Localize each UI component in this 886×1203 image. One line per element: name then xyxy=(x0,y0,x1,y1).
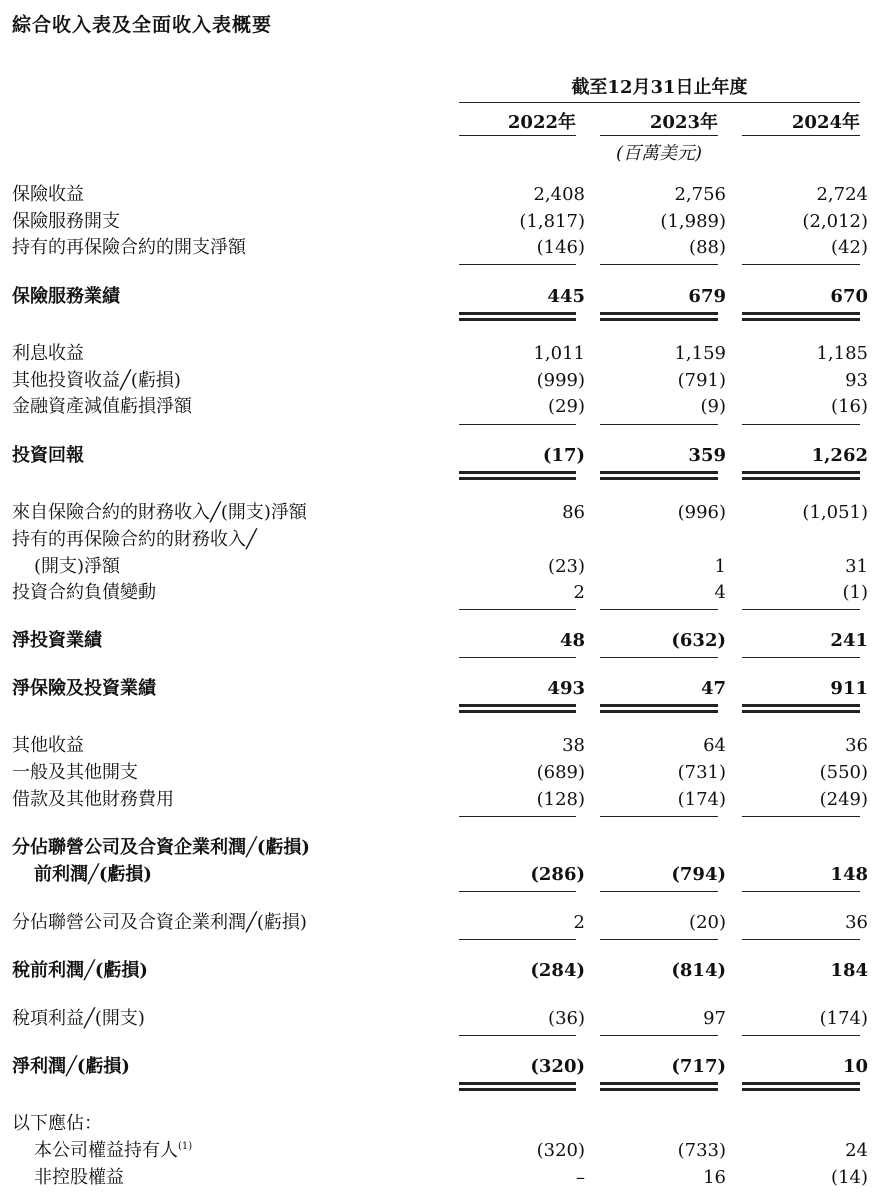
value-2024: 31 xyxy=(845,556,868,577)
value-2023: (1,989) xyxy=(660,211,726,232)
row-label: 借款及其他財務費用 xyxy=(12,789,174,810)
row-label: 稅項利益╱(開支) xyxy=(12,1008,145,1029)
subtotal-rule xyxy=(459,816,576,817)
table-row-total xyxy=(0,1054,886,1080)
total-double-rule xyxy=(742,471,860,480)
total-double-rule xyxy=(600,704,718,713)
value-2023: (20) xyxy=(689,912,726,933)
value-2022: (29) xyxy=(548,396,585,417)
table-row xyxy=(0,760,886,786)
value-2022: (320) xyxy=(530,1056,585,1077)
table-row xyxy=(0,580,886,606)
total-double-rule xyxy=(459,471,576,480)
row-label: 投資回報 xyxy=(12,445,84,466)
table-row-total xyxy=(0,862,886,888)
value-2024: (16) xyxy=(831,396,868,417)
row-label: 以下應佔： xyxy=(12,1113,102,1134)
value-2022: (146) xyxy=(536,237,585,258)
year-rule-2022 xyxy=(459,135,576,136)
value-2024: 1,185 xyxy=(816,343,868,364)
value-2022: (1,817) xyxy=(519,211,585,232)
subtotal-rule xyxy=(459,264,576,265)
table-row xyxy=(0,527,886,553)
subtotal-rule xyxy=(600,816,718,817)
value-2023: 359 xyxy=(688,445,726,466)
value-2024: (1,051) xyxy=(802,502,868,523)
row-label: 保險收益 xyxy=(12,184,84,205)
value-2023: (731) xyxy=(677,762,726,783)
subtotal-rule xyxy=(742,1035,860,1036)
subtotal-rule xyxy=(459,609,576,610)
row-label: 其他收益 xyxy=(12,735,84,756)
total-double-rule xyxy=(459,312,576,321)
value-2023: (733) xyxy=(677,1140,726,1161)
value-2024: (249) xyxy=(819,789,868,810)
row-label: 持有的再保險合約的財務收入╱ xyxy=(12,529,257,550)
table-row-total xyxy=(0,443,886,469)
value-2024: (14) xyxy=(831,1167,868,1188)
value-2022: 38 xyxy=(562,735,585,756)
value-2022: (17) xyxy=(542,445,585,466)
value-2022: 493 xyxy=(547,678,585,699)
subtotal-rule xyxy=(600,264,718,265)
subtotal-rule xyxy=(742,891,860,892)
total-double-rule xyxy=(742,1082,860,1091)
value-2022: 86 xyxy=(562,502,585,523)
table-row xyxy=(0,235,886,261)
year-header-2023: 2023年 xyxy=(649,112,718,133)
value-2022: (36) xyxy=(548,1008,585,1029)
year-header-2024: 2024年 xyxy=(791,112,860,133)
value-2023: 97 xyxy=(703,1008,726,1029)
value-2024: 911 xyxy=(830,678,868,699)
value-2023: (88) xyxy=(689,237,726,258)
subtotal-rule xyxy=(600,657,718,658)
table-row xyxy=(0,1006,886,1032)
table-row xyxy=(0,835,886,861)
row-label: 保險服務業績 xyxy=(12,286,120,307)
table-row xyxy=(0,368,886,394)
value-2022: 445 xyxy=(547,286,585,307)
table-row xyxy=(0,209,886,235)
value-2023: (9) xyxy=(700,396,726,417)
subtotal-rule xyxy=(600,939,718,940)
total-double-rule xyxy=(600,312,718,321)
table-row xyxy=(0,500,886,526)
value-2024: 148 xyxy=(830,864,868,885)
value-2024: 36 xyxy=(845,912,868,933)
table-row-total xyxy=(0,676,886,702)
subtotal-rule xyxy=(459,1035,576,1036)
table-row-total xyxy=(0,628,886,654)
value-2022: 2 xyxy=(573,912,585,933)
value-2023: (814) xyxy=(671,960,726,981)
total-double-rule xyxy=(459,1082,576,1091)
value-2024: 184 xyxy=(830,960,868,981)
value-2023: 16 xyxy=(703,1167,726,1188)
period-rule xyxy=(459,102,860,103)
unit-label: (百萬美元) xyxy=(615,143,703,164)
table-row xyxy=(0,910,886,936)
row-label: 來自保險合約的財務收入╱(開支)淨額 xyxy=(12,502,307,523)
table-row-total xyxy=(0,958,886,984)
subtotal-rule xyxy=(600,891,718,892)
value-2022: (284) xyxy=(530,960,585,981)
value-2024: 36 xyxy=(845,735,868,756)
row-label: 非控股權益 xyxy=(34,1167,124,1188)
total-double-rule xyxy=(742,704,860,713)
value-2024: (1) xyxy=(842,582,868,603)
table-row xyxy=(0,182,886,208)
value-2022: (128) xyxy=(536,789,585,810)
table-row-total xyxy=(0,284,886,310)
row-label: 前利潤╱(虧損) xyxy=(34,864,152,885)
subtotal-rule xyxy=(742,939,860,940)
subtotal-rule xyxy=(600,1035,718,1036)
value-2022: – xyxy=(576,1167,585,1188)
year-header-2022: 2022年 xyxy=(507,112,576,133)
value-2024: 10 xyxy=(842,1056,868,1077)
subtotal-rule xyxy=(459,939,576,940)
value-2024: (2,012) xyxy=(802,211,868,232)
row-label: 保險服務開支 xyxy=(12,211,120,232)
table-row xyxy=(0,1138,886,1164)
value-2024: 93 xyxy=(845,370,868,391)
value-2024: 670 xyxy=(830,286,868,307)
value-2024: (42) xyxy=(831,237,868,258)
table-row xyxy=(0,1111,886,1137)
row-label: 分佔聯營公司及合資企業利潤╱(虧損) xyxy=(12,837,310,858)
row-label: 淨投資業績 xyxy=(12,630,102,651)
value-2023: 4 xyxy=(714,582,726,603)
table-row xyxy=(0,1165,886,1191)
value-2022: (689) xyxy=(536,762,585,783)
subtotal-rule xyxy=(742,657,860,658)
value-2024: 24 xyxy=(845,1140,868,1161)
subtotal-rule xyxy=(742,609,860,610)
subtotal-rule xyxy=(742,424,860,425)
value-2022: 2 xyxy=(573,582,585,603)
table-row xyxy=(0,554,886,580)
row-label: 分佔聯營公司及合資企業利潤╱(虧損) xyxy=(12,912,307,933)
total-double-rule xyxy=(742,312,860,321)
row-label: 淨利潤╱(虧損) xyxy=(12,1056,130,1077)
value-2023: 1 xyxy=(714,556,726,577)
row-label: (開支)淨額 xyxy=(34,556,121,577)
value-2023: (791) xyxy=(677,370,726,391)
value-2022: 48 xyxy=(559,630,585,651)
subtotal-rule xyxy=(600,609,718,610)
table-row xyxy=(0,733,886,759)
subtotal-rule xyxy=(742,264,860,265)
value-2023: 1,159 xyxy=(674,343,726,364)
value-2023: (174) xyxy=(677,789,726,810)
row-label: 投資合約負債變動 xyxy=(12,582,156,603)
value-2023: (794) xyxy=(671,864,726,885)
row-label: 本公司權益持有人 xyxy=(34,1140,178,1161)
value-2023: 2,756 xyxy=(674,184,726,205)
subtotal-rule xyxy=(600,424,718,425)
value-2024: 2,724 xyxy=(816,184,868,205)
total-double-rule xyxy=(459,704,576,713)
subtotal-rule xyxy=(742,816,860,817)
value-2022: 1,011 xyxy=(533,343,585,364)
table-row xyxy=(0,787,886,813)
year-rule-2024 xyxy=(742,135,860,136)
footnote-marker: (1) xyxy=(178,1141,193,1152)
subtotal-rule xyxy=(459,657,576,658)
value-2024: (550) xyxy=(819,762,868,783)
subtotal-rule xyxy=(459,424,576,425)
table-title: 綜合收入表及全面收入表概要 xyxy=(12,14,273,36)
total-double-rule xyxy=(600,1082,718,1091)
value-2023: 47 xyxy=(700,678,726,699)
row-label: 稅前利潤╱(虧損) xyxy=(12,960,148,981)
value-2022: (320) xyxy=(536,1140,585,1161)
value-2022: 2,408 xyxy=(533,184,585,205)
year-rule-2023 xyxy=(600,135,718,136)
value-2024: 241 xyxy=(830,630,868,651)
table-row xyxy=(0,341,886,367)
row-label: 淨保險及投資業績 xyxy=(12,678,156,699)
row-label: 一般及其他開支 xyxy=(12,762,138,783)
value-2024: (174) xyxy=(819,1008,868,1029)
value-2022: (23) xyxy=(548,556,585,577)
value-2023: 679 xyxy=(688,286,726,307)
value-2023: (717) xyxy=(671,1056,726,1077)
row-label: 金融資產減值虧損淨額 xyxy=(12,396,192,417)
value-2023: 64 xyxy=(703,735,726,756)
value-2024: 1,262 xyxy=(811,445,868,466)
table-row xyxy=(0,394,886,420)
value-2022: (999) xyxy=(536,370,585,391)
row-label: 持有的再保險合約的開支淨額 xyxy=(12,237,246,258)
row-label: 其他投資收益╱(虧損) xyxy=(12,370,181,391)
row-label: 利息收益 xyxy=(12,343,84,364)
period-header: 截至12月31日止年度 xyxy=(571,77,748,98)
value-2022: (286) xyxy=(530,864,585,885)
subtotal-rule xyxy=(459,891,576,892)
row-label-with-footnote xyxy=(34,1138,192,1164)
value-2023: (996) xyxy=(677,502,726,523)
value-2023: (632) xyxy=(671,630,726,651)
total-double-rule xyxy=(600,471,718,480)
